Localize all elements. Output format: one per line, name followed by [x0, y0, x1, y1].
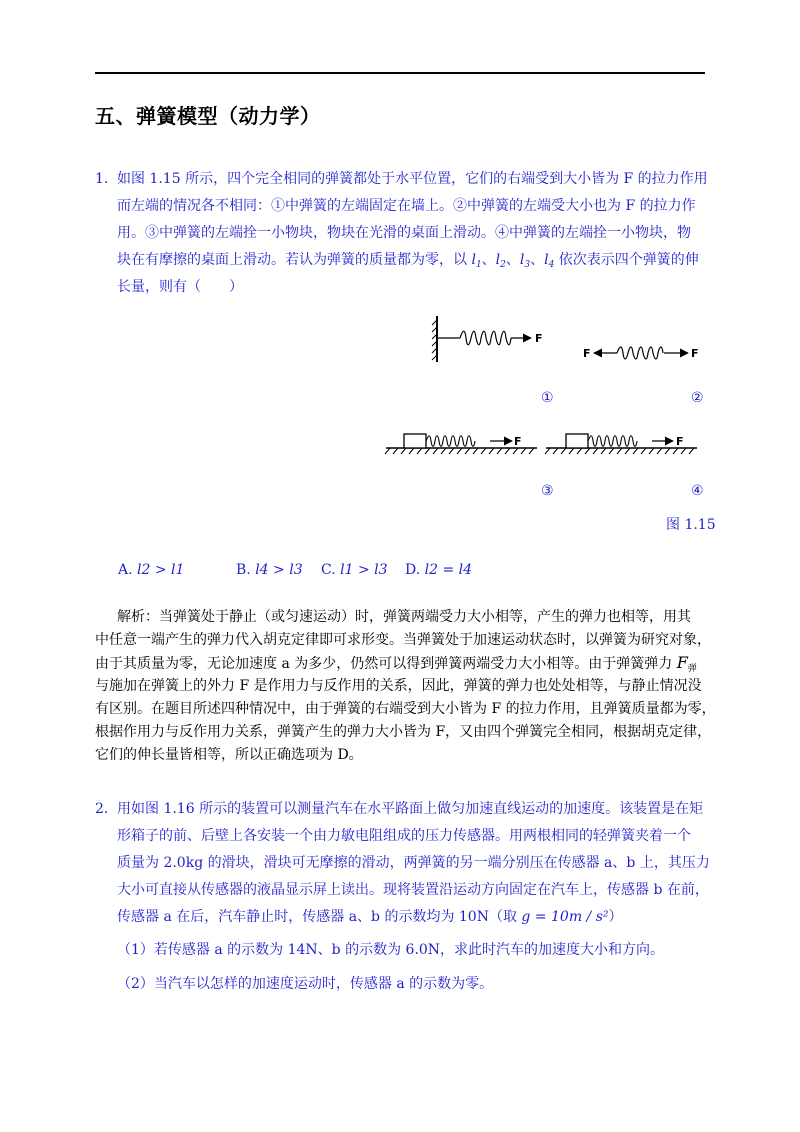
var-l3-sub: 3 — [524, 260, 531, 270]
panel-3-block — [404, 434, 426, 448]
q2-line-5 — [117, 904, 623, 931]
var-l2-sub: 2 — [500, 260, 506, 270]
analysis-line-2: 中任意一端产生的弹力代入胡克定律即可求形变。当弹簧处于加速运动状态时，以弹簧为研究对象， — [95, 632, 711, 648]
panel-1-force-label: F — [535, 332, 543, 345]
q1-line-2: 而左端的情况各不相同：①中弹簧的左端固定在墙上。②中弹簧的左端受大小也为 F 的拉力作 — [117, 198, 696, 214]
figure-label-3: ③ — [541, 483, 554, 499]
analysis-line-3-text: 由于其质量为零，无论加速度 a 为多少，仍然可以得到弹簧两端受力大小相等。由于弹簧弹力 — [95, 656, 673, 672]
q2-sub-1: （1）若传感器 a 的示数为 14N、b 的示数为 6.0N，求此时汽车的加速度大小和方向。 — [117, 942, 665, 958]
option-c-letter: C. — [321, 562, 336, 578]
panel-2-two-force-spring — [583, 347, 699, 360]
var-l1: $l_1$ — [471, 252, 482, 270]
var-l3: $l_3$ — [519, 252, 531, 270]
option-a — [118, 562, 184, 578]
q1-line-1: 如图 1.15 所示，四个完全相同的弹簧都处于水平位置，它们的右端受到大小皆为 F 的拉力作用 — [117, 171, 708, 187]
option-b-letter: B. — [236, 562, 251, 578]
panel-2-right-force-label: F — [691, 347, 699, 360]
figure-caption: 图 1.15 — [666, 517, 716, 533]
analysis-line-4: 与施加在弹簧上的外力 F 是作用力与反作用的关系，因此，弹簧的弹力也处处相等，与静止情况没 — [95, 678, 702, 694]
figure-1-15 — [0, 300, 800, 530]
panel-4-force-label: F — [676, 435, 684, 448]
section-title: 五、弹簧模型（动力学） — [95, 104, 321, 128]
q2-line-3: 质量为 2.0kg 的滑块，滑块可无摩擦的滑动，两弹簧的另一端分别压在传感器 a、b 上，其压力 — [117, 855, 710, 871]
var-l2: $l_2$ — [495, 252, 506, 270]
q2-sub-2: （2）当汽车以怎样的加速度运动时，传感器 a 的示数为零。 — [117, 976, 494, 992]
option-b — [236, 562, 303, 578]
q2-line-1: 用如图 1.16 所示的装置可以测量汽车在水平路面上做匀加速直线运动的加速度。该装置是在矩 — [117, 801, 704, 817]
panel-2-left-force-label: F — [583, 347, 591, 360]
q1-line-4: 块在有摩擦的桌面上滑动。若认为弹簧的质量都为零，以 $l_1$、$l_2$、$l_3$、$l_4$ 依次表示四个弹簧的伸 — [117, 252, 699, 270]
panel-4-rough-surface — [545, 434, 697, 454]
q1-line-3: 用。③中弹簧的左端拴一小物块，物块在光滑的桌面上滑动。④中弹簧的左端拴一小物块，物 — [117, 225, 691, 241]
g-close: ） — [608, 909, 623, 925]
analysis-line-6: 根据作用力与反作用力关系，弹簧产生的弹力大小皆为 F，又由四个弹簧完全相同，根据胡克定律， — [95, 724, 712, 740]
g-expression: g = 10m / s² — [521, 909, 609, 925]
option-c — [321, 562, 388, 578]
q1-line-4-suffix: 依次表示四个弹簧的伸 — [554, 252, 699, 268]
option-b-expr: l4 > l3 — [255, 562, 303, 578]
panel-3-force-label: F — [514, 435, 522, 448]
top-rule — [95, 72, 705, 74]
spring-force-sub: 弹 — [687, 664, 697, 674]
var-l4: $l_4$ — [544, 252, 555, 270]
spring-force-f: F — [676, 653, 688, 672]
analysis-line-5: 有区别。在题目所述四种情况中，由于弹簧的右端受到大小皆为 F 的拉力作用，且弹簧质量都为零， — [95, 701, 716, 717]
q1-line-5: 长量，则有（ ） — [117, 279, 243, 295]
spring-force-symbol — [677, 653, 697, 672]
q2-line-2: 形箱子的前、后壁上各安装一个由力敏电阻组成的压力传感器。用两根相同的轻弹簧夹着一个 — [117, 828, 691, 844]
figure-label-4: ④ — [691, 483, 704, 499]
panel-1-wall-spring — [432, 316, 543, 362]
option-d-expr: l2 = l4 — [424, 562, 473, 578]
option-a-letter: A. — [118, 562, 133, 578]
q2-line-4: 大小可直接从传感器的液晶显示屏上读出。现将装置沿运动方向固定在汽车上，传感器 b 在前， — [117, 882, 709, 898]
var-l1-sub: 1 — [475, 260, 482, 270]
option-a-expr: l2 > l1 — [137, 562, 185, 578]
figure-label-1: ① — [541, 390, 554, 406]
option-d-letter: D. — [405, 562, 421, 578]
analysis-line-1: 解析：当弹簧处于静止（或匀速运动）时，弹簧两端受力大小相等，产生的弹力也相等，用其 — [117, 609, 691, 625]
option-c-expr: l1 > l3 — [340, 562, 388, 578]
var-l4-sub: 4 — [548, 260, 555, 270]
question-1-number: 1. — [95, 171, 109, 187]
question-2-number: 2. — [95, 801, 109, 817]
panel-4-block — [566, 434, 588, 448]
panel-3-smooth-surface — [385, 434, 537, 454]
q1-line-4-text: 块在有摩擦的桌面上滑动。若认为弹簧的质量都为零，以 — [117, 252, 472, 268]
q2-line-5-text: 传感器 a 在后，汽车静止时，传感器 a、b 的示数均为 10N（取 — [117, 909, 522, 925]
analysis-line-7: 它们的伸长量皆相等，所以正确选项为 D。 — [95, 747, 363, 763]
option-d — [405, 562, 472, 578]
figure-label-2: ② — [691, 390, 704, 406]
